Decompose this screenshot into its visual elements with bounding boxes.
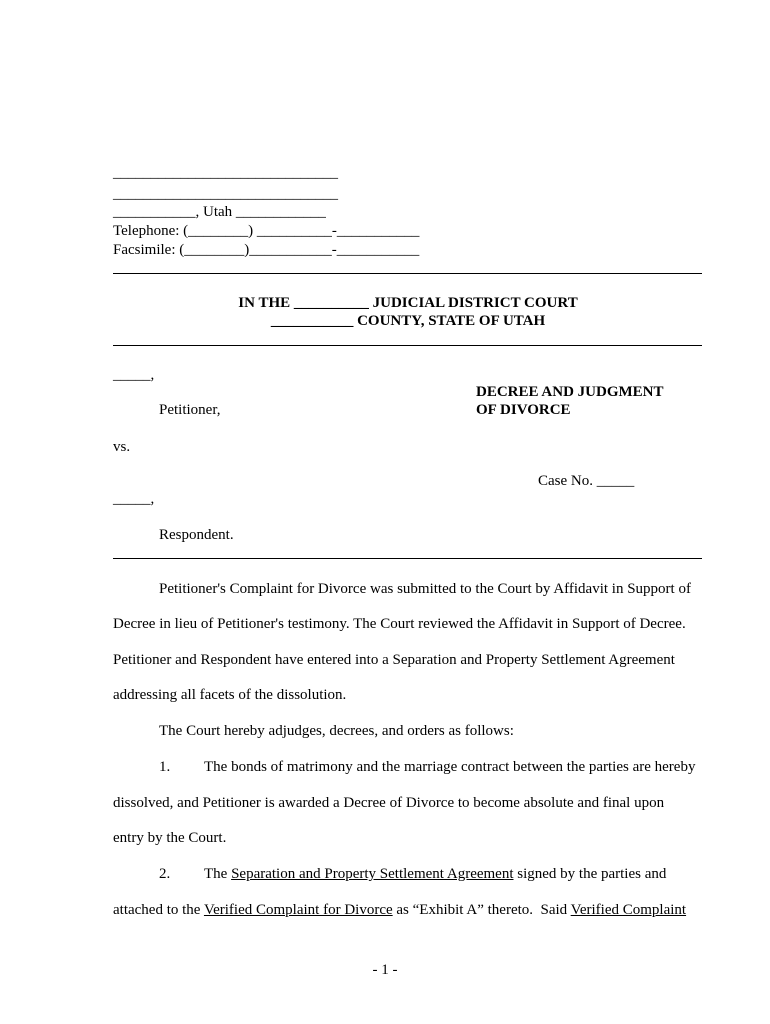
paragraph-line: Decree in lieu of Petitioner's testimony. The Court reviewed the Affidavit in Support of Decree.	[113, 616, 686, 632]
item-line	[113, 903, 686, 918]
complaint-reference: Verified Complaint	[570, 902, 687, 918]
paragraph-line: addressing all facets of the dissolution.	[113, 687, 347, 703]
court-name: IN THE __________ JUDICIAL DISTRICT COURT	[238, 295, 578, 311]
versus-label: vs.	[113, 439, 131, 455]
attorney-name-line: ______________________________	[113, 165, 338, 181]
paragraph-line: Petitioner's Complaint for Divorce was submitted to the Court by Affidavit in Support of	[159, 581, 691, 597]
item-line: entry by the Court.	[113, 830, 227, 846]
item-line: dissolved, and Petitioner is awarded a Decree of Divorce to become absolute and final upon	[113, 795, 665, 811]
attorney-telephone: Telephone: (________) __________-___________	[113, 223, 420, 239]
order-intro: The Court hereby adjudges, decrees, and orders as follows:	[159, 723, 514, 739]
divider-header	[113, 345, 702, 346]
respondent-label: Respondent.	[159, 527, 234, 543]
item-text: attached to the	[113, 902, 204, 918]
item-text: signed by the parties and	[513, 866, 667, 882]
court-county: ___________ COUNTY, STATE OF UTAH	[270, 313, 546, 329]
petitioner-label: Petitioner,	[159, 402, 221, 418]
item-number: 2.	[159, 866, 171, 882]
paragraph-line: Petitioner and Respondent have entered into a Separation and Property Settlement Agreement	[113, 652, 675, 668]
item-number: 1.	[159, 759, 171, 775]
complaint-reference: Verified Complaint for Divorce	[203, 902, 393, 918]
agreement-reference: Separation and Property Settlement Agreement	[231, 866, 514, 882]
case-number: Case No. _____	[538, 473, 635, 489]
petitioner-name: _____,	[113, 367, 155, 383]
respondent-name: _____,	[113, 491, 155, 507]
attorney-facsimile: Facsimile: (________)___________-___________	[113, 242, 420, 258]
attorney-address-line: ______________________________	[113, 186, 338, 202]
divider-caption	[113, 558, 702, 559]
attorney-city-line: ___________, Utah ____________	[113, 204, 326, 220]
item-line	[204, 867, 666, 882]
divider-top	[113, 273, 702, 274]
document-title-line2: OF DIVORCE	[476, 402, 571, 418]
item-text: The	[204, 866, 232, 882]
item-line: The bonds of matrimony and the marriage contract between the parties are hereby	[204, 759, 696, 775]
page-number: - 1 -	[372, 962, 398, 978]
item-text: as “Exhibit A” thereto. Said	[392, 902, 571, 918]
document-title-line1: DECREE AND JUDGMENT	[476, 384, 664, 400]
